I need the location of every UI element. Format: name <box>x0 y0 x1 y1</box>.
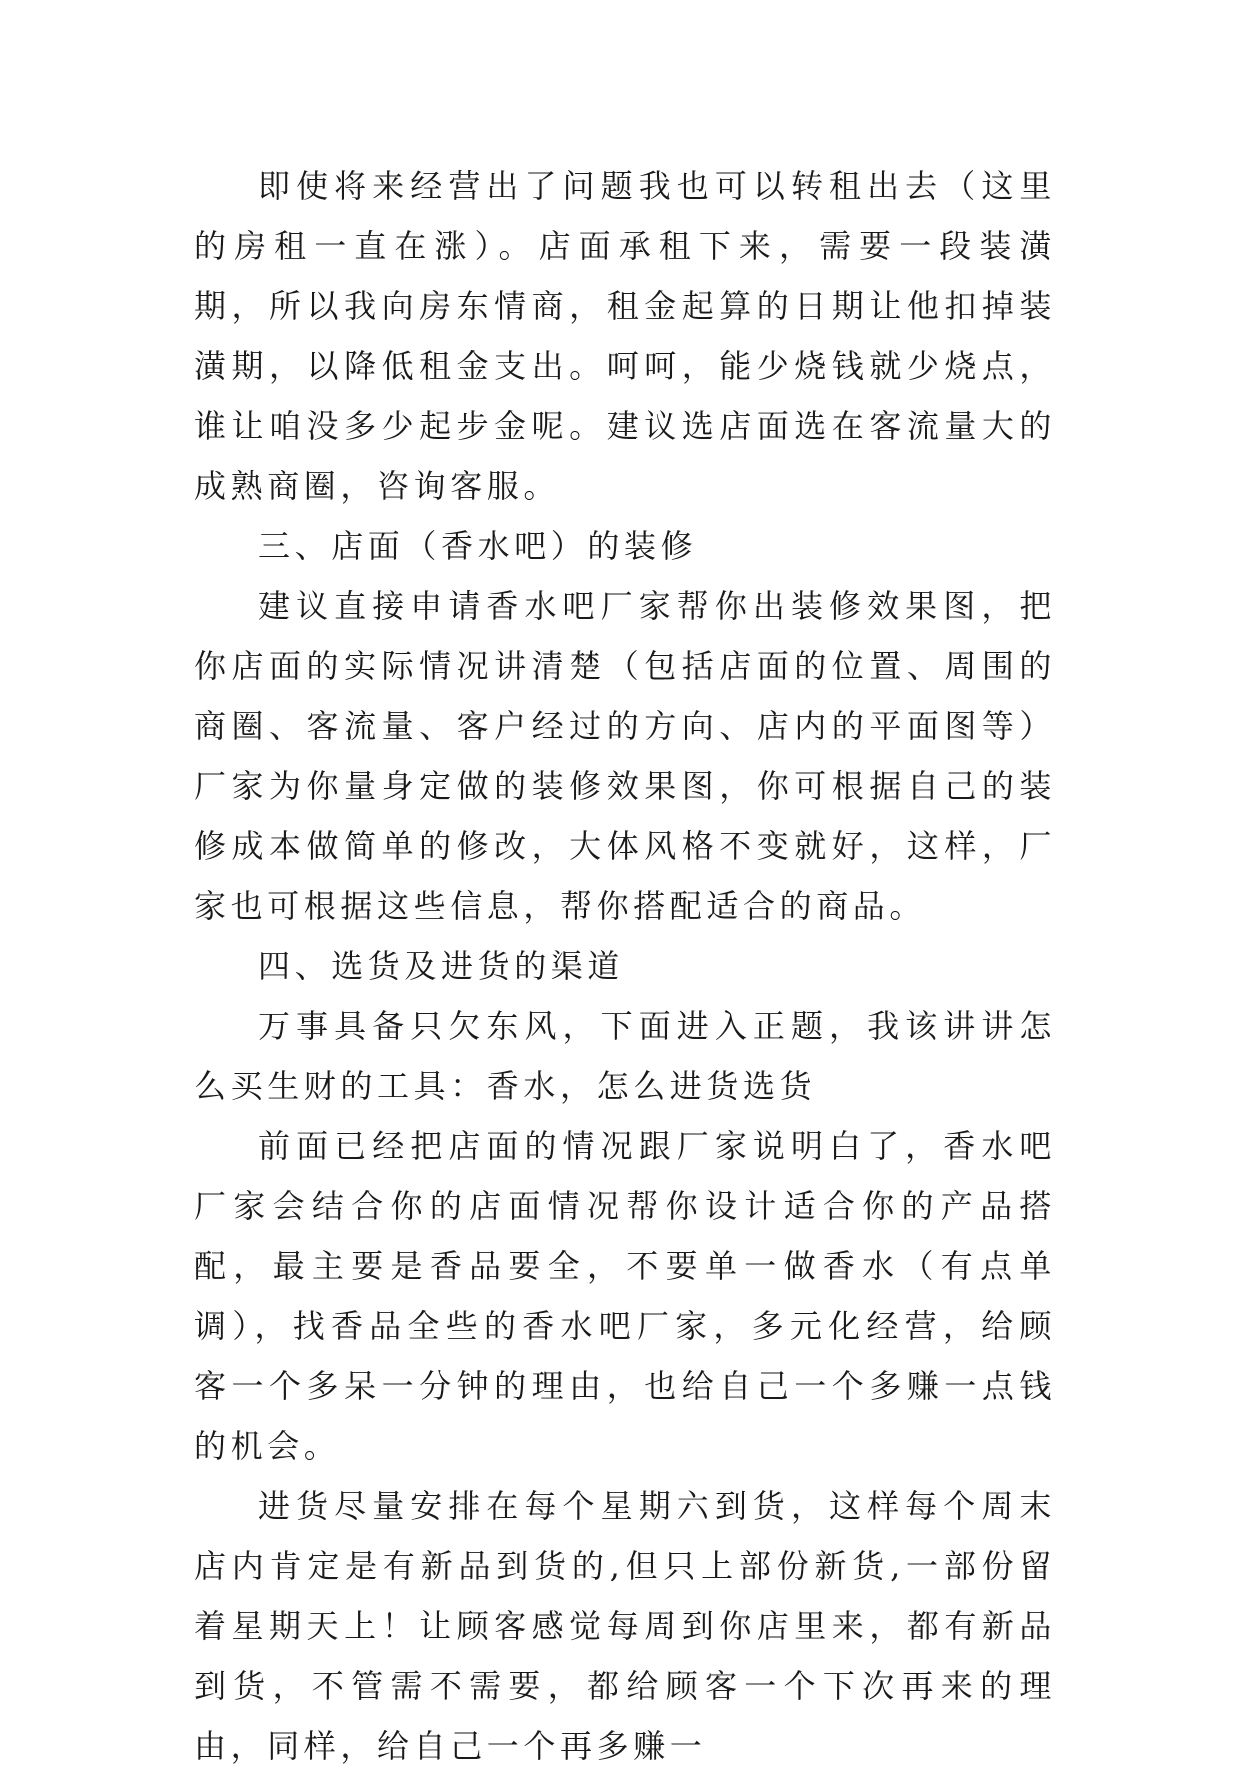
paragraph-rent: 即使将来经营出了问题我也可以转租出去（这里的房租一直在涨）。店面承租下来，需要一段装潢期，所以我向房东情商，租金起算的日期让他扣掉装潢期，以降低租金支出。呵呵，能少烧钱就少烧点，谁让咱没多少起步金呢。建议选店面选在客流量大的成熟商圈，咨询客服。 <box>194 167 1056 505</box>
paragraph-product-mix: 前面已经把店面的情况跟厂家说明白了，香水吧厂家会结合你的店面情况帮你设计适合你的产品搭配，最主要是香品要全，不要单一做香水（有点单调），找香品全些的香水吧厂家，多元化经营，给顾客一个多呆一分钟的理由，也给自己一个多赚一点钱的机会。 <box>194 1127 1056 1465</box>
paragraph-tools: 万事具备只欠东风，下面进入正题，我该讲讲怎么买生财的工具：香水，怎么进货选货 <box>194 1007 1056 1105</box>
section-heading-purchasing: 四、选货及进货的渠道 <box>258 947 625 985</box>
section-heading-decoration: 三、店面（香水吧）的装修 <box>258 527 698 565</box>
paragraph-restock: 进货尽量安排在每个星期六到货，这样每个周末店内肯定是有新品到货的,但只上部份新货,一部份留着星期天上！让顾客感觉每周到你店里来，都有新品到货，不管需不需要，都给顾客一个下次再来的理由，同样，给自己一个再多赚一 <box>194 1487 1056 1765</box>
document-body <box>194 156 1056 1776</box>
paragraph-decoration: 建议直接申请香水吧厂家帮你出装修效果图，把你店面的实际情况讲清楚（包括店面的位置、周围的商圈、客流量、客户经过的方向、店内的平面图等）厂家为你量身定做的装修效果图，你可根据自己的装修成本做简单的修改，大体风格不变就好，这样，厂家也可根据这些信息，帮你搭配适合的商品。 <box>194 587 1056 925</box>
